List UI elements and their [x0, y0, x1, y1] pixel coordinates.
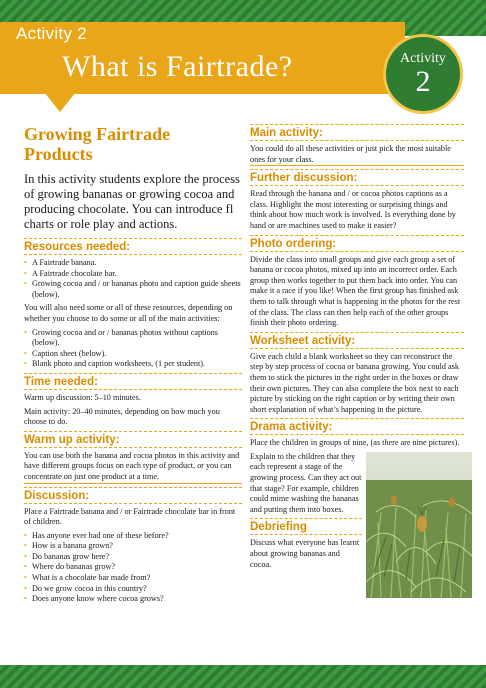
list-item: • Growing cocoa and / or bananas photo and caption guide sheets (below). [24, 279, 242, 300]
resources-list [24, 258, 242, 300]
list-item: • Blank photo and caption worksheets, (1 per student). [24, 359, 242, 370]
worksheet-heading: Worksheet activity: [250, 334, 356, 347]
resources-heading: Resources needed: [24, 241, 131, 253]
time-section [24, 373, 242, 428]
list-item: • Growing cocoa and or / bananas photos without captions (below). [24, 328, 242, 349]
further-discussion-text: Read through the banana and / or cocoa photos captions as a class. Highlight the most interesting or surprising things and think about how much work is involved. Is everything done by hand or are machines used to make it easier? [250, 189, 456, 230]
drama-section [250, 418, 464, 570]
activity-label: Activity 2 [16, 24, 88, 43]
divider [250, 534, 362, 535]
list-item: • Does anyone know where cocoa grows? [24, 594, 242, 605]
debriefing-block [250, 518, 362, 570]
discussion-list [24, 531, 242, 605]
divider [250, 185, 464, 186]
list-item: • A Fairtrade chocolate bar. [24, 269, 242, 280]
activity-badge [383, 34, 463, 114]
badge-number: 2 [415, 65, 431, 98]
drama-text: Explain to the children that they each represent a stage of the growing process. Can they act out that stage? For example, children could mime washing the bananas and putting them into boxes. [250, 451, 362, 514]
right-column [250, 124, 464, 573]
drama-lead-text: Place the children in groups of nine, (as there are nine pictures). [250, 438, 460, 448]
main-activity-section [250, 124, 464, 166]
time-line-2: Main activity: 20–40 minutes, depending on how much you choose to do. [24, 406, 220, 427]
list-item: • What is a chocolate bar made from? [24, 573, 242, 584]
further-discussion-heading: Further discussion: [250, 172, 358, 185]
warmup-section [24, 431, 242, 484]
time-line-1: Warm up discussion: 5–10 minutes. [24, 392, 141, 402]
page-header [0, 0, 486, 118]
warmup-heading: Warm up activity: [24, 433, 120, 446]
worksheet-text: Give each child a blank worksheet so they can reconstruct the step by step process of cocoa or banana growing. You could ask them to stick the pictures in the right order in the boxes or draw their own pictures. They can also complete the box next to each picture by sticking on the right caption or by writing their own short explanation of what’s happening in the picture. [250, 351, 459, 414]
footer-stripes [0, 665, 486, 688]
photo-ordering-heading: Photo ordering: [250, 237, 337, 250]
debriefing-heading: Debriefing [250, 521, 307, 534]
photo-ordering-section [250, 235, 464, 329]
resources-list-2 [24, 328, 242, 370]
divider [250, 251, 464, 252]
discussion-heading: Discussion: [24, 489, 90, 502]
intro-text: In this activity students explore the process of growing bananas or growing cocoa and producing chocolate. You can introduce fl charts or role play and actions. [24, 172, 240, 231]
discussion-text: Place a Fairtrade banana and / or Fairtrade chocolate bar in front of children. [24, 506, 236, 527]
section-subtitle: Growing Fairtrade Products [24, 124, 171, 164]
time-heading: Time needed: [24, 375, 98, 388]
list-item: • Where do bananas grow? [24, 562, 242, 573]
page-title: What is Fairtrade? [62, 50, 293, 83]
pineapple-field-photo [366, 452, 472, 598]
divider [24, 447, 242, 448]
resources-section [24, 238, 242, 370]
debriefing-text: Discuss what everyone has learnt about growing bananas and cocoa. [250, 538, 360, 569]
resources-text: You will also need some or all of these resources, depending on whether you choose to do some or all of the main activities: [24, 303, 233, 323]
badge-word: Activity [400, 51, 446, 66]
photo-ordering-text: Divide the class into small groups and give each group a set of banana or cocoa photos, mixed up into an incorrect order. Each group then works together to put them back into order. You can make it a race if you like! When the first group has finished ask them to talk through what is happening in the photos for the rest of the class. The class can then help each of the other groups finish their photo ordering. [250, 254, 461, 328]
worksheet-section [250, 332, 464, 416]
list-item: • Has anyone ever had one of these before? [24, 531, 242, 542]
divider [250, 434, 464, 435]
divider [250, 348, 464, 349]
divider [24, 254, 242, 255]
banner-arrow [44, 92, 76, 112]
drama-heading: Drama activity: [250, 421, 333, 434]
divider [24, 389, 242, 390]
list-item: • A Fairtrade banana. [24, 258, 242, 269]
warmup-text: You can use both the banana and cocoa photos in this activity and have different groups focus on each type of product, or you can concentrate on just one product at a time. [24, 451, 242, 484]
discussion-section [24, 487, 242, 605]
divider [250, 140, 464, 141]
list-item: • Do we grow cocoa in this country? [24, 584, 242, 595]
list-item: • Caption sheet (below). [24, 349, 242, 360]
main-activity-heading: Main activity: [250, 127, 323, 139]
drama-body [250, 452, 464, 570]
list-item: • Do bananas grow here? [24, 552, 242, 563]
divider [24, 503, 242, 504]
left-column [24, 124, 242, 608]
main-activity-text: You could do all these activities or just pick the most suitable ones for your class. [250, 144, 464, 166]
further-discussion-section [250, 169, 464, 231]
list-item: • How is a banana grown? [24, 541, 242, 552]
